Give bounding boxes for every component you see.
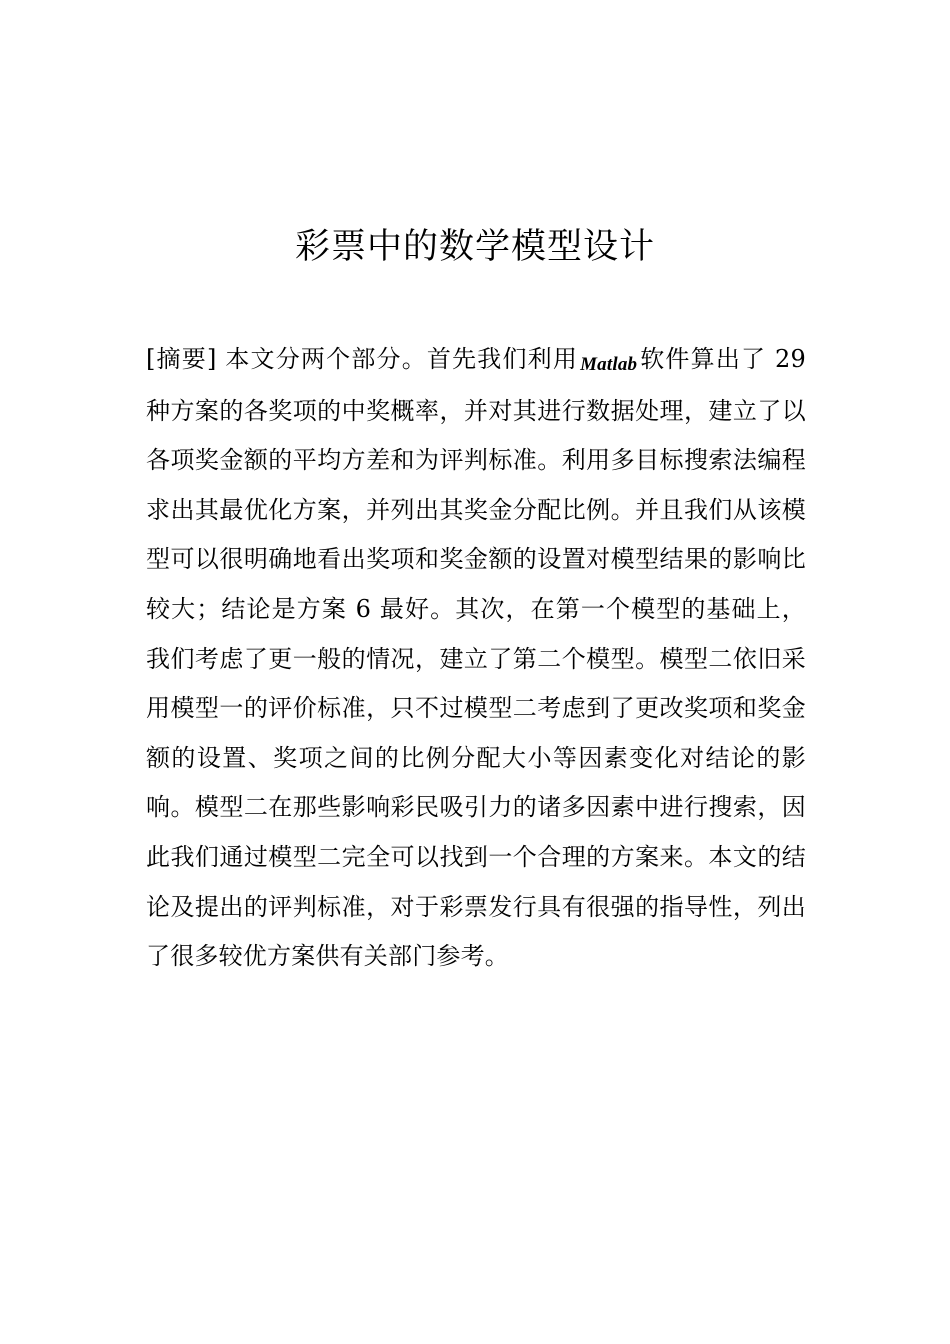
abstract-text-intro: 本文分两个部分。首先我们利用 <box>216 345 579 373</box>
software-name: Matlab <box>580 354 638 375</box>
paper-title: 彩票中的数学模型设计 <box>294 227 655 268</box>
abstract-text-body: 软件算出了 29 种方案的各奖项的中奖概率，并对其进行数据处理，建立了以各项奖金额的平均方差和为评判标准。利用多目标搜索法编程求出其最优化方案，并列出其奖金分配比例。并且我们从该模型可以很明确地看出奖项和奖金额的设置对模型结果的影响比较大；结论是方案 6 最好。其次，在第一个模型的基础上，我们考虑了更一般的情况，建立了第二个模型。模型二依旧采用模型一的评价标准，只不过模型二考虑到了更改奖项和奖金额的设置、奖项之间的比例分配大小等因素变化对结论的影响。模型二在那些影响彩民吸引力的诸多因素中进行搜索，因此我们通过模型二完全可以找到一个合理的方案来。本文的结论及提出的评判标准，对于彩票发行具有很强的指导性，列出了很多较优方案供有关部门参考。 <box>146 345 806 971</box>
abstract-label: [摘要] <box>146 345 217 373</box>
abstract-paragraph <box>146 335 806 982</box>
